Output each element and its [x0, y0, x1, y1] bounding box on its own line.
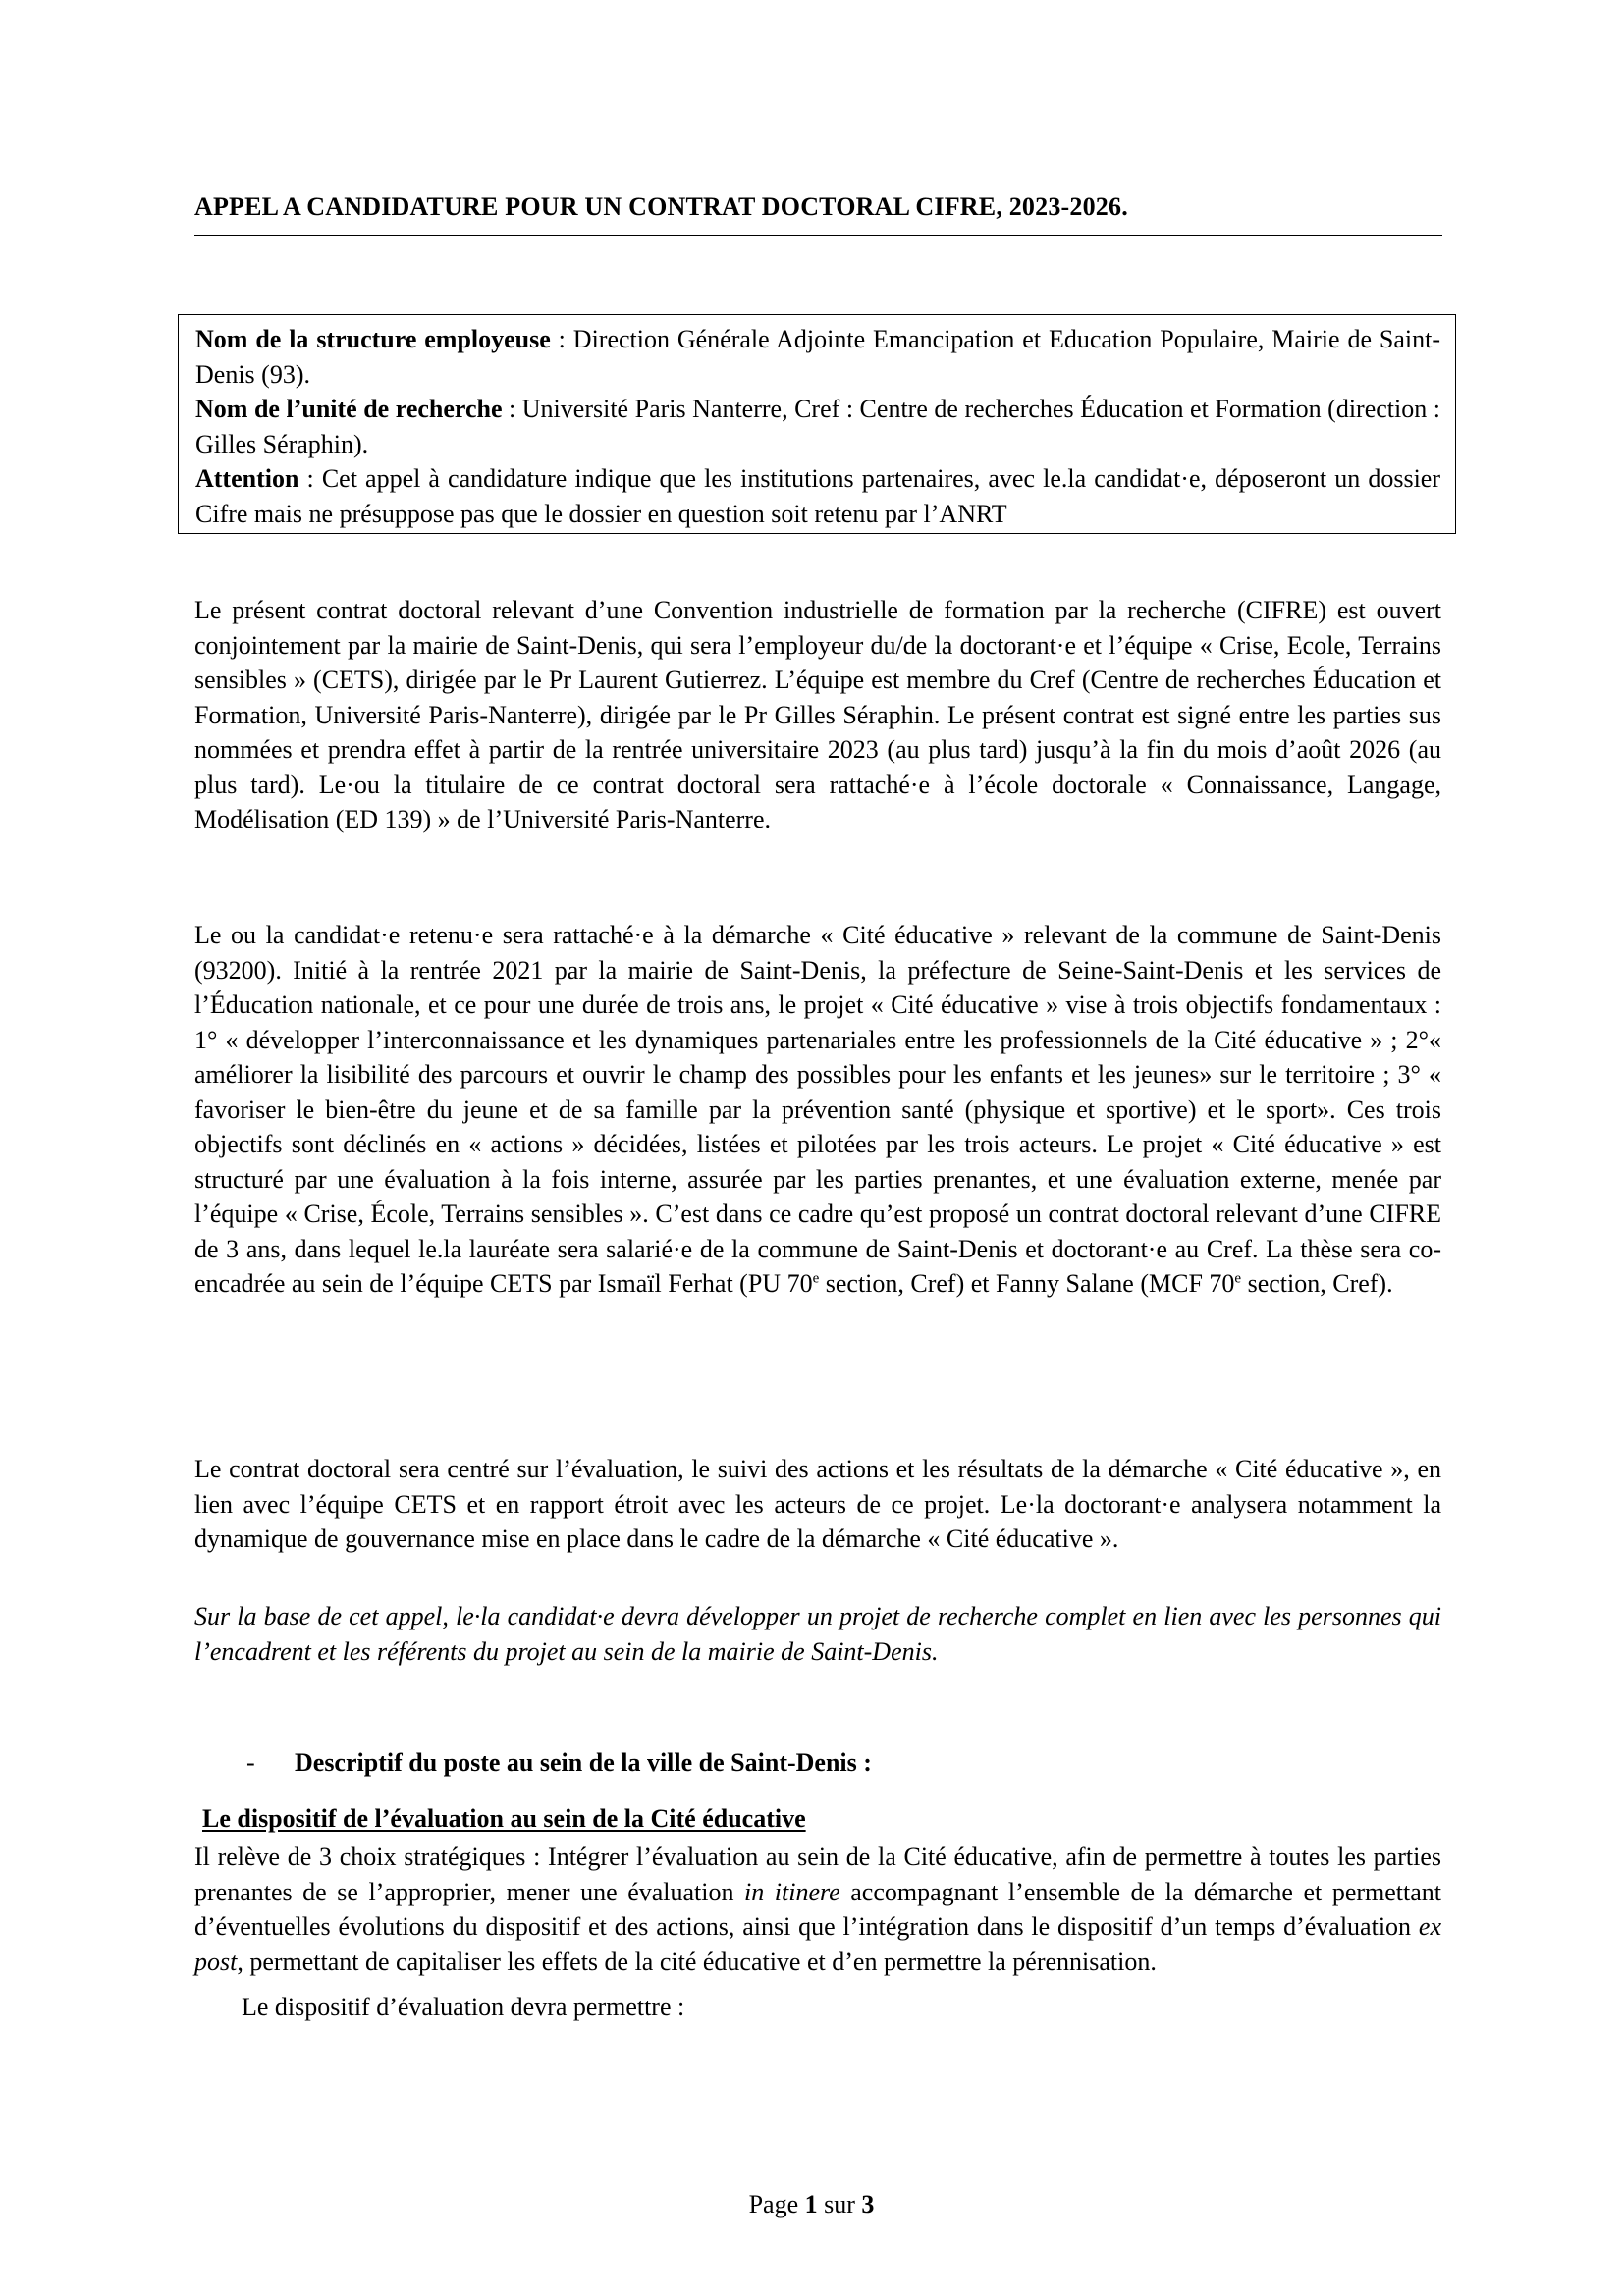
info-box	[178, 314, 1456, 534]
paragraph-cite-educative-part-b: section, Cref) et Fanny Salane (MCF 70	[819, 1269, 1235, 1298]
page-footer	[0, 2190, 1623, 2219]
paragraph-strategic-part-c: , permettant de capitaliser les effets de la cité éducative et d’en permettre la pérennisation.	[237, 1947, 1157, 1976]
attention-text: : Cet appel à candidature indique que les institutions partenaires, avec le.la candidat·e, déposeront un dossier Cifre mais ne présuppose pas que le dossier en question soit retenu par l’ANRT	[195, 464, 1440, 528]
paragraph-strategic-choices	[194, 1840, 1441, 1979]
unit-line	[195, 392, 1440, 461]
paragraph-strategic-part-b: accompagnant l’ensemble de la démarche et permettant d’éventuelles évolutions du dispositif et des actions, ainsi que l’intégration dans le dispositif d’un temps d’évaluation	[194, 1877, 1441, 1941]
italic-in-itinere: in itinere	[744, 1877, 840, 1906]
superscript-e: e	[1234, 1270, 1242, 1287]
paragraph-italic-note: Sur la base de cet appel, le·la candidat·e devra développer un projet de recherche complet en lien avec les personnes qui l’encadrent et les référents du projet au sein de la mairie de Saint-Denis.	[194, 1602, 1441, 1666]
attention-line	[195, 461, 1440, 531]
footer-of-word: sur	[817, 2190, 862, 2218]
paragraph-cite-educative-part-a: Le ou la candidat·e retenu·e sera rattaché·e à la démarche « Cité éducative » relevant de la commune de Saint-Denis (93200). Initié à la rentrée 2021 par la mairie de Saint-Denis, la préfecture de Seine-Saint-Denis et les services de l’Éducation nationale, et ce pour une durée de trois ans, le projet « Cité éducative » vise à trois objectifs fondamentaux : 1° « développer l’interconnaissance et les dynamiques partenariales entre les professionnels de la Cité éducative » ; 2°« améliorer la lisibilité des parcours et ouvrir le champ des possibles pour les enfants et les jeunes» sur le territoire ; 3° « favoriser le bien-être du jeune et de sa famille par la prévention santé (physique et sportive) et le sport». Ces trois objectifs sont déclinés en « actions » décidées, listées et pilotées par les trois acteurs. Le projet « Cité éducative » est structuré par une évaluation à la fois interne, assurée par les parties prenantes, et une évaluation externe, menée par l’équipe « Crise, École, Terrains sensibles ». C’est dans ce cadre qu’est proposé un contrat doctoral relevant d’une CIFRE de 3 ans, dans lequel le.la lauréate sera salarié·e de la commune de Saint-Denis et doctorant·e au Cref. La thèse sera co-encadrée au sein de l’équipe CETS par Ismaïl Ferhat (PU 70	[194, 921, 1441, 1298]
unit-label: Nom de l’unité de recherche	[195, 395, 503, 423]
attention-label: Attention	[195, 464, 299, 493]
paragraph-evaluation-focus: Le contrat doctoral sera centré sur l’évaluation, le suivi des actions et les résultats de la démarche « Cité éducative », en lien avec l’équipe CETS et en rapport étroit avec les acteurs de ce projet. Le·la doctorant·e analysera notamment la dynamique de gouvernance mise en place dans le cadre de la démarche « Cité éducative ».	[194, 1455, 1441, 1553]
subsection-heading: Le dispositif de l’évaluation au sein de la Cité éducative	[202, 1804, 806, 1833]
section-heading: Descriptif du poste au sein de la ville de Saint-Denis :	[295, 1748, 872, 1777]
paragraph-contract: Le présent contrat doctoral relevant d’une Convention industrielle de formation par la recherche (CIFRE) est ouvert conjointement par la mairie de Saint-Denis, qui sera l’employeur du/de la doctorant·e et l’équipe « Crise, Ecole, Terrains sensibles » (CETS), dirigée par le Pr Laurent Gutierrez. L’équipe est membre du Cref (Centre de recherches Éducation et Formation, Université Paris-Nanterre), dirigée par le Pr Gilles Séraphin. Le présent contrat est signé entre les parties sus nommées et prendra effet à partir de la rentrée universitaire 2023 (au plus tard) jusqu’à la fin du mois d’août 2026 (au plus tard). Le·ou la titulaire de ce contrat doctoral sera rattaché·e à l’école doctorale « Connaissance, Langage, Modélisation (ED 139) » de l’Université Paris-Nanterre.	[194, 596, 1441, 833]
employer-line	[195, 322, 1440, 392]
paragraph-cite-educative	[194, 918, 1441, 1302]
document-title: APPEL A CANDIDATURE POUR UN CONTRAT DOCTORAL CIFRE, 2023-2026.	[194, 192, 1128, 221]
unit-text: : Université Paris Nanterre, Cref : Centre de recherches Éducation et Formation (direction : Gilles Séraphin).	[195, 395, 1440, 458]
italic-ex-post: ex post	[194, 1912, 1441, 1976]
employer-text: : Direction Générale Adjointe Emancipation et Education Populaire, Mairie de Saint-Denis (93).	[195, 325, 1440, 389]
paragraph-strategic-part-a: Il relève de 3 choix stratégiques : Intégrer l’évaluation au sein de la Cité éducative, afin de permettre à toutes les parties prenantes de se l’approprier, mener une évaluation	[194, 1842, 1441, 1906]
footer-current-page: 1	[804, 2190, 818, 2218]
paragraph-evaluation-allows: Le dispositif d’évaluation devra permettre :	[242, 1993, 685, 2021]
superscript-e: e	[812, 1270, 820, 1287]
footer-page-word: Page	[748, 2190, 805, 2218]
employer-label: Nom de la structure employeuse	[195, 325, 551, 353]
paragraph-cite-educative-part-c: section, Cref).	[1241, 1269, 1393, 1298]
bullet-marker: -	[246, 1748, 255, 1777]
title-underline	[194, 235, 1442, 236]
footer-total-pages: 3	[861, 2190, 875, 2218]
